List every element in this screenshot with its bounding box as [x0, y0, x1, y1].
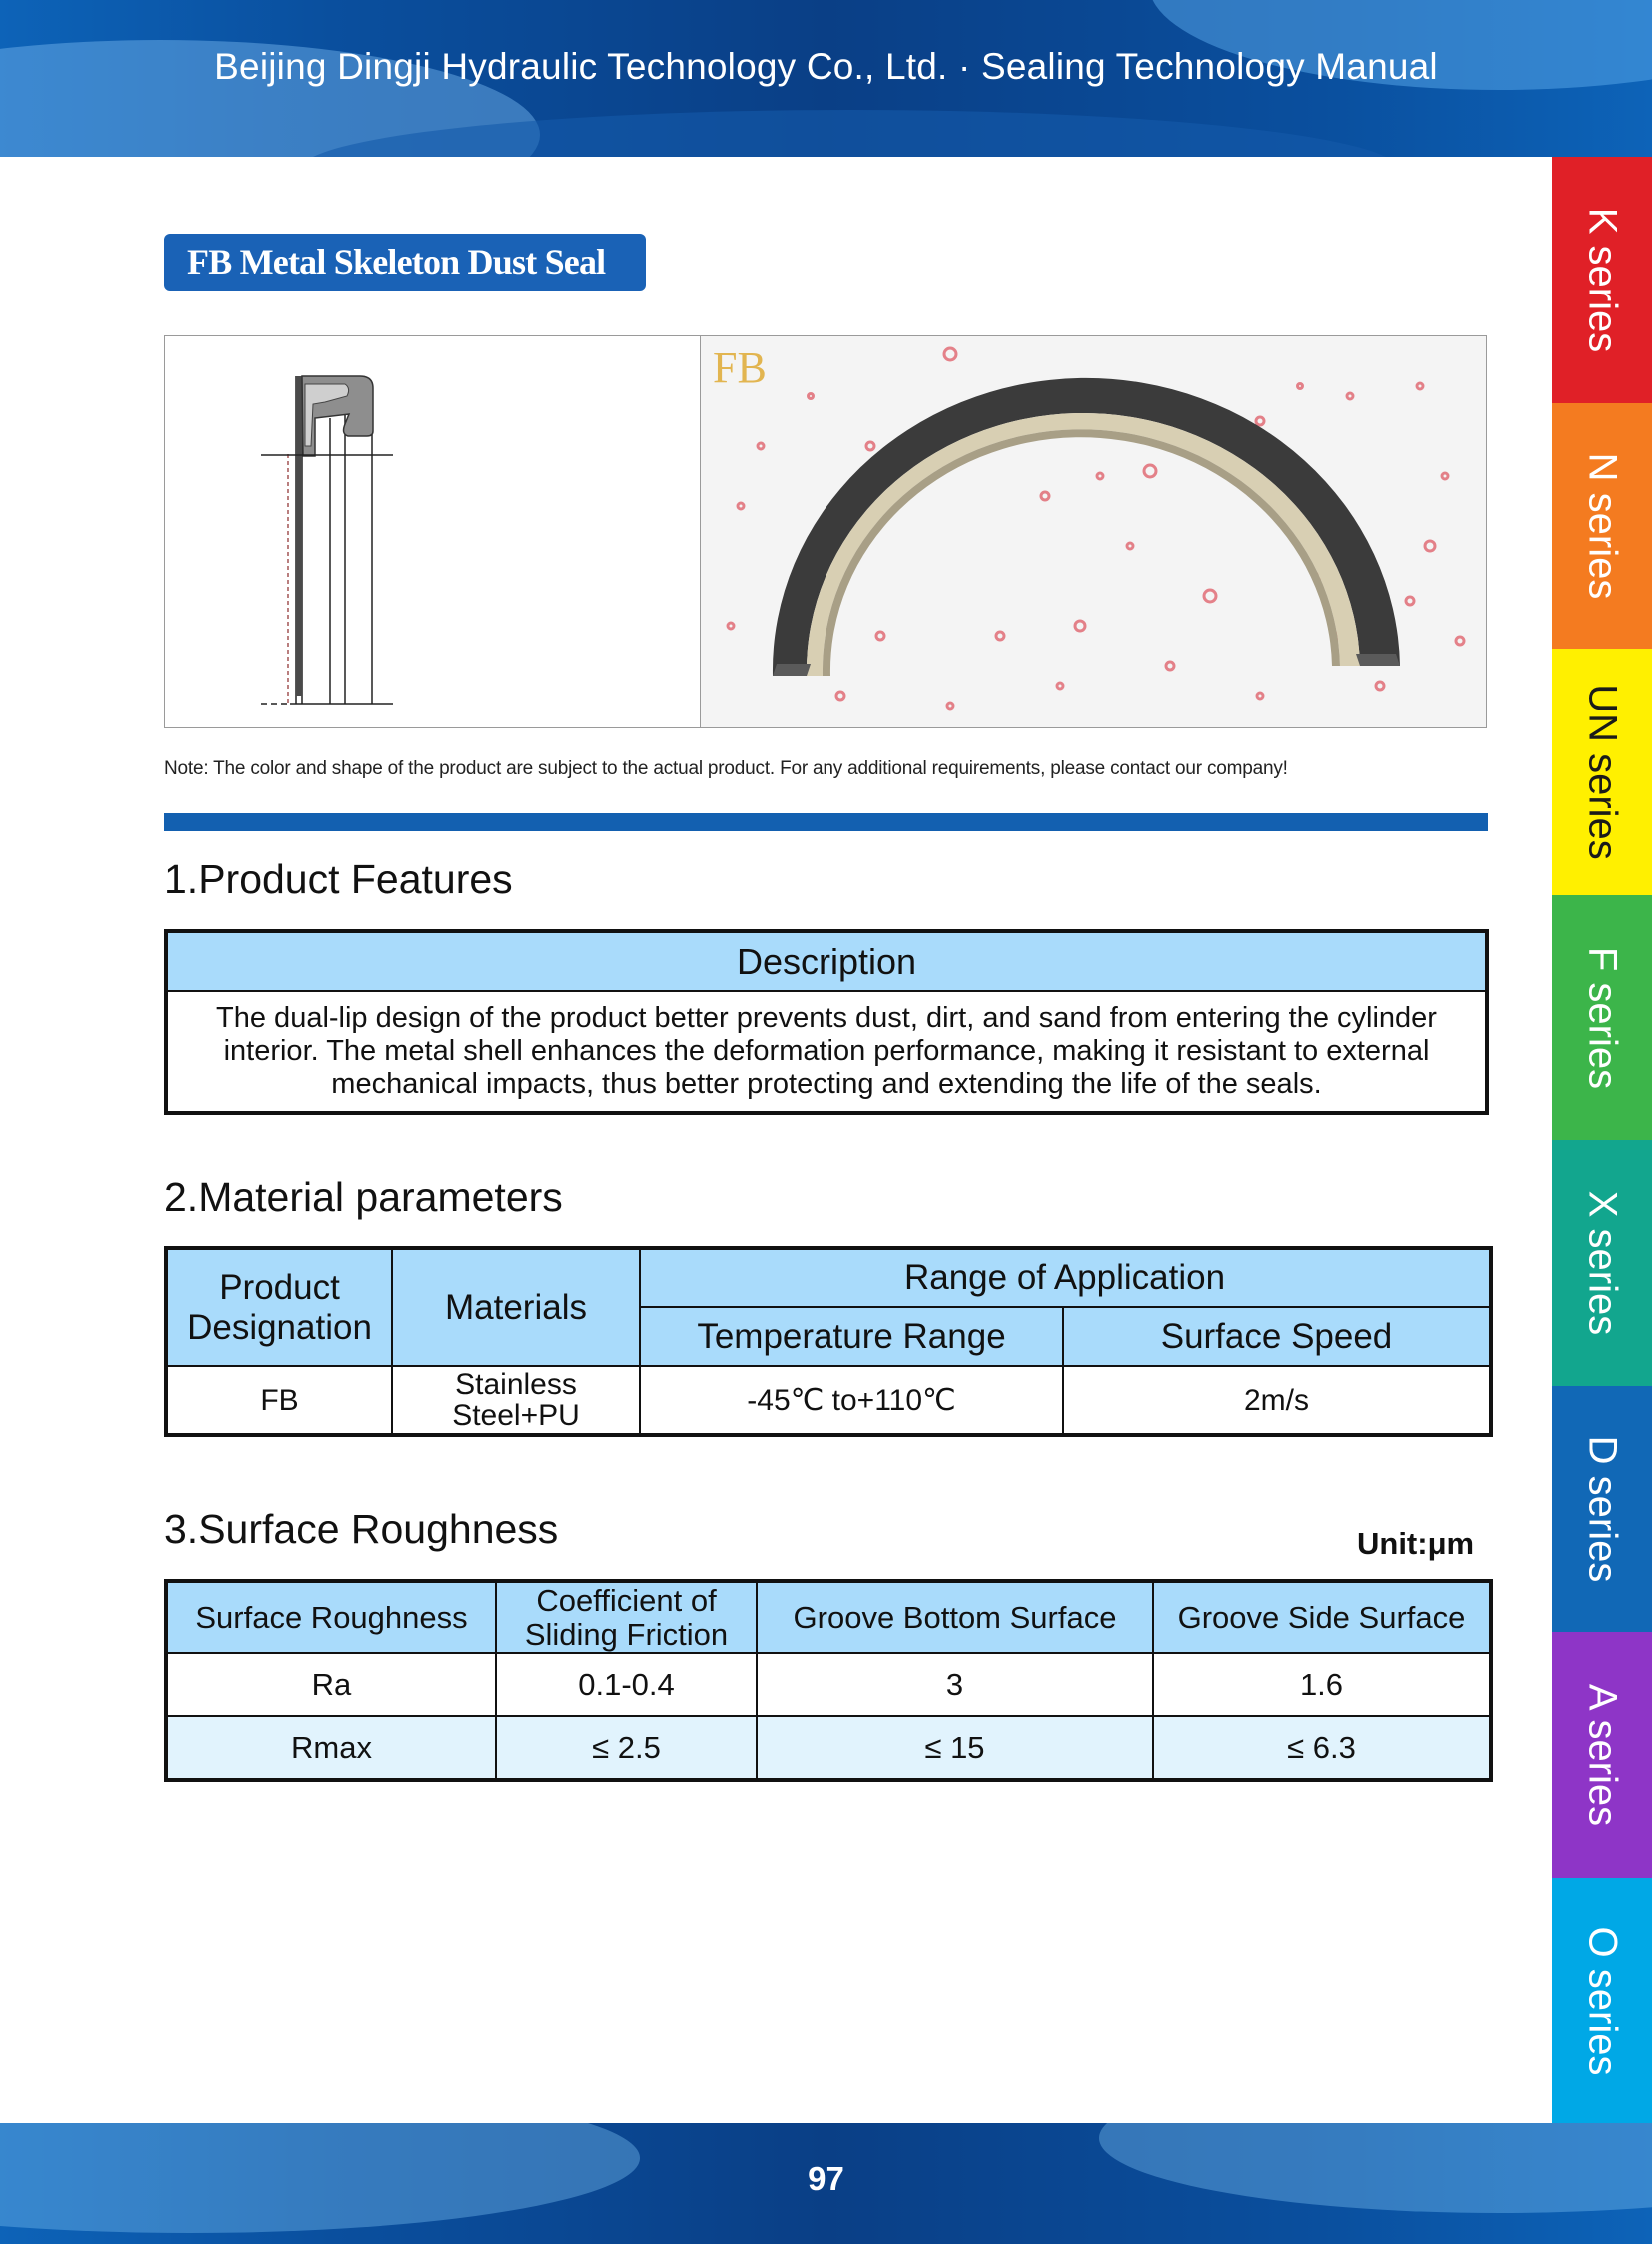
cell-speed: 2m/s: [1063, 1366, 1491, 1435]
tab-a-series[interactable]: [1552, 1632, 1652, 1878]
header-title: Beijing Dingji Hydraulic Technology Co., Ltd. · Sealing Technology Manual: [214, 46, 1438, 87]
page-footer: [0, 2123, 1652, 2244]
col-groove-bottom: Groove Bottom Surface: [757, 1581, 1153, 1653]
table-row: [166, 1716, 1491, 1780]
cell-materials: Stainless Steel+PU: [392, 1366, 640, 1435]
tab-label: O series: [1580, 1926, 1625, 2075]
page-number: 97: [808, 2160, 844, 2197]
photo-label: FB: [713, 343, 767, 392]
col-surface-roughness: Surface Roughness: [166, 1581, 496, 1653]
cell-groove-bottom: 3: [757, 1653, 1153, 1716]
cell-groove-bottom: ≤ 15: [757, 1716, 1153, 1780]
cell-designation: FB: [166, 1366, 392, 1435]
tab-label: UN series: [1580, 684, 1625, 860]
cell-groove-side: 1.6: [1153, 1653, 1491, 1716]
tab-f-series[interactable]: [1552, 895, 1652, 1140]
section-title-badge: FB Metal Skeleton Dust Seal: [164, 234, 646, 291]
cell-friction: ≤ 2.5: [496, 1716, 757, 1780]
product-photo: [700, 335, 1487, 728]
tab-k-series[interactable]: [1552, 157, 1652, 403]
section-divider: [164, 813, 1488, 831]
seal-ring-illustration: [701, 336, 1487, 728]
unit-label: Unit:μm: [1357, 1526, 1475, 1561]
product-note: Note: The color and shape of the product are subject to the actual product. For any additional requirements, please contact our company!: [164, 758, 1288, 779]
tab-label: A series: [1580, 1683, 1625, 1827]
material-table: [164, 1246, 1493, 1437]
features-heading: 1.Product Features: [164, 856, 513, 902]
table-row: [166, 1653, 1491, 1716]
tab-o-series[interactable]: [1552, 1878, 1652, 2123]
features-table: [164, 929, 1489, 1115]
col-surface-speed: Surface Speed: [1063, 1307, 1491, 1366]
col-temperature-range: Temperature Range: [640, 1307, 1063, 1366]
col-groove-side: Groove Side Surface: [1153, 1581, 1491, 1653]
cell-groove-side: ≤ 6.3: [1153, 1716, 1491, 1780]
tab-label: K series: [1580, 207, 1625, 353]
description-header: Description: [166, 931, 1487, 991]
tab-label: F series: [1580, 946, 1625, 1090]
col-range-of-application: Range of Application: [640, 1248, 1491, 1307]
roughness-table: [164, 1579, 1493, 1782]
roughness-heading: 3.Surface Roughness: [164, 1506, 559, 1552]
col-product-designation: Product Designation: [166, 1248, 392, 1366]
cell-friction: 0.1-0.4: [496, 1653, 757, 1716]
tab-n-series[interactable]: [1552, 403, 1652, 649]
tab-x-series[interactable]: [1552, 1140, 1652, 1386]
seal-profile-drawing: [165, 336, 702, 729]
description-text: The dual-lip design of the product better prevents dust, dirt, and sand from entering the cylinder interior. The metal shell enhances the deformation performance, making it resistant to external mechanical impacts, thus better protecting and extending the life of the seals.: [166, 991, 1487, 1113]
col-materials: Materials: [392, 1248, 640, 1366]
material-heading: 2.Material parameters: [164, 1174, 563, 1220]
cell-roughness-type: Rmax: [166, 1716, 496, 1780]
tab-label: X series: [1580, 1190, 1625, 1336]
tab-label: N series: [1580, 452, 1625, 600]
cell-roughness-type: Ra: [166, 1653, 496, 1716]
cross-section-diagram: [164, 335, 701, 728]
tab-d-series[interactable]: [1552, 1386, 1652, 1632]
page-header: [0, 0, 1652, 157]
tab-label: D series: [1580, 1435, 1625, 1583]
col-friction-coefficient: Coefficient of Sliding Friction: [496, 1581, 757, 1653]
series-tabs: [1552, 157, 1652, 2123]
tab-un-series[interactable]: [1552, 649, 1652, 895]
cell-temperature: -45℃ to+110℃: [640, 1366, 1063, 1435]
